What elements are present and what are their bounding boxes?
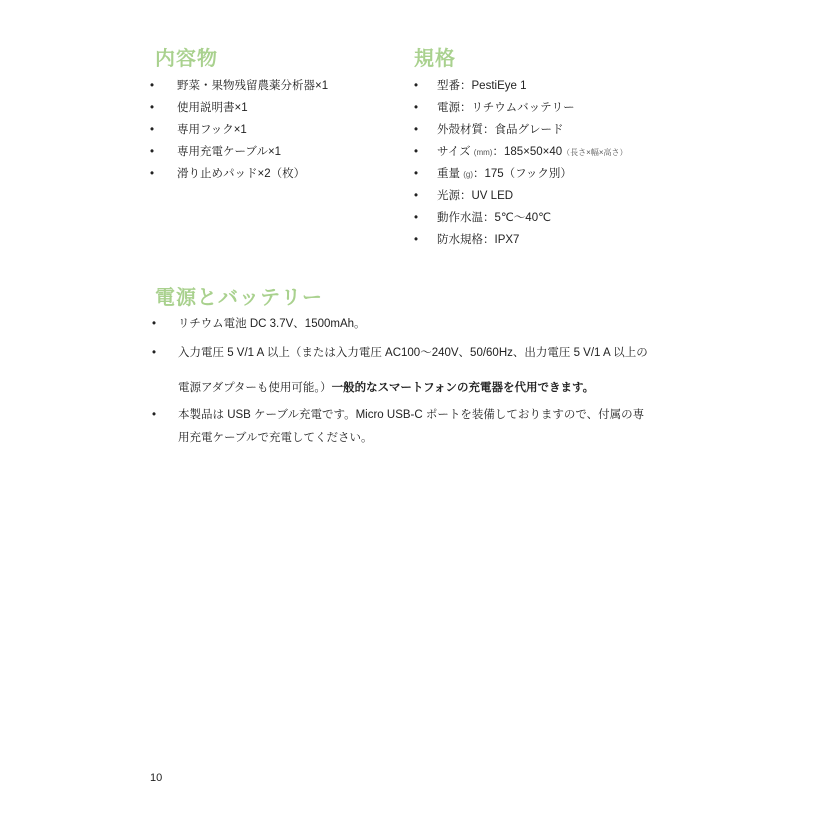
list-item: • 防水規格：IPX7 [414,234,520,246]
specs-heading: 規格 [414,48,456,70]
list-item: • 入力電圧 5 V/1 A 以上（または入力電圧 AC100〜240V、50/60Hz、出力電圧 5 V/1 A 以上の 電源アダプターも使用可能。）一般的なスマートフォンの充電器を代用できます。 [152,347,648,394]
contents-list [150,75,390,185]
list-item: • 電源：リチウムバッテリー [414,102,575,114]
list-item: • 野菜・果物残留農薬分析器×1 [150,80,329,92]
contents-heading: 内容物 [155,48,218,70]
list-item: • 外殻材質：食品グレード [414,124,564,136]
list-item: • 型番：PestiEye 1 [414,80,527,92]
specs-list [414,75,674,251]
list-item: • 専用充電ケーブル×1 [150,146,282,158]
battery-heading: 電源とバッテリー [155,287,323,309]
list-item: • 動作水温：5℃〜40℃ [414,212,552,224]
list-item: • 重量 (g)：175（フック別） [414,168,572,180]
list-item: • 滑り止めパッド×2（枚） [150,168,306,180]
list-item: • 本製品は USB ケーブル充電です。Micro USB-C ポートを装備しておりますので、付属の専 用充電ケーブルで充電してください。 [152,409,645,444]
page-number: 10 [150,772,163,784]
list-item: • 光源：UV LED [414,190,514,202]
list-item: • 専用フック×1 [150,124,247,136]
list-item: • 使用説明書×1 [150,102,248,114]
list-item: • サイズ (mm)：185×50×40（長さ×幅×高さ） [414,146,628,158]
list-item: • リチウム電池 DC 3.7V、1500mAh。 [152,318,366,330]
